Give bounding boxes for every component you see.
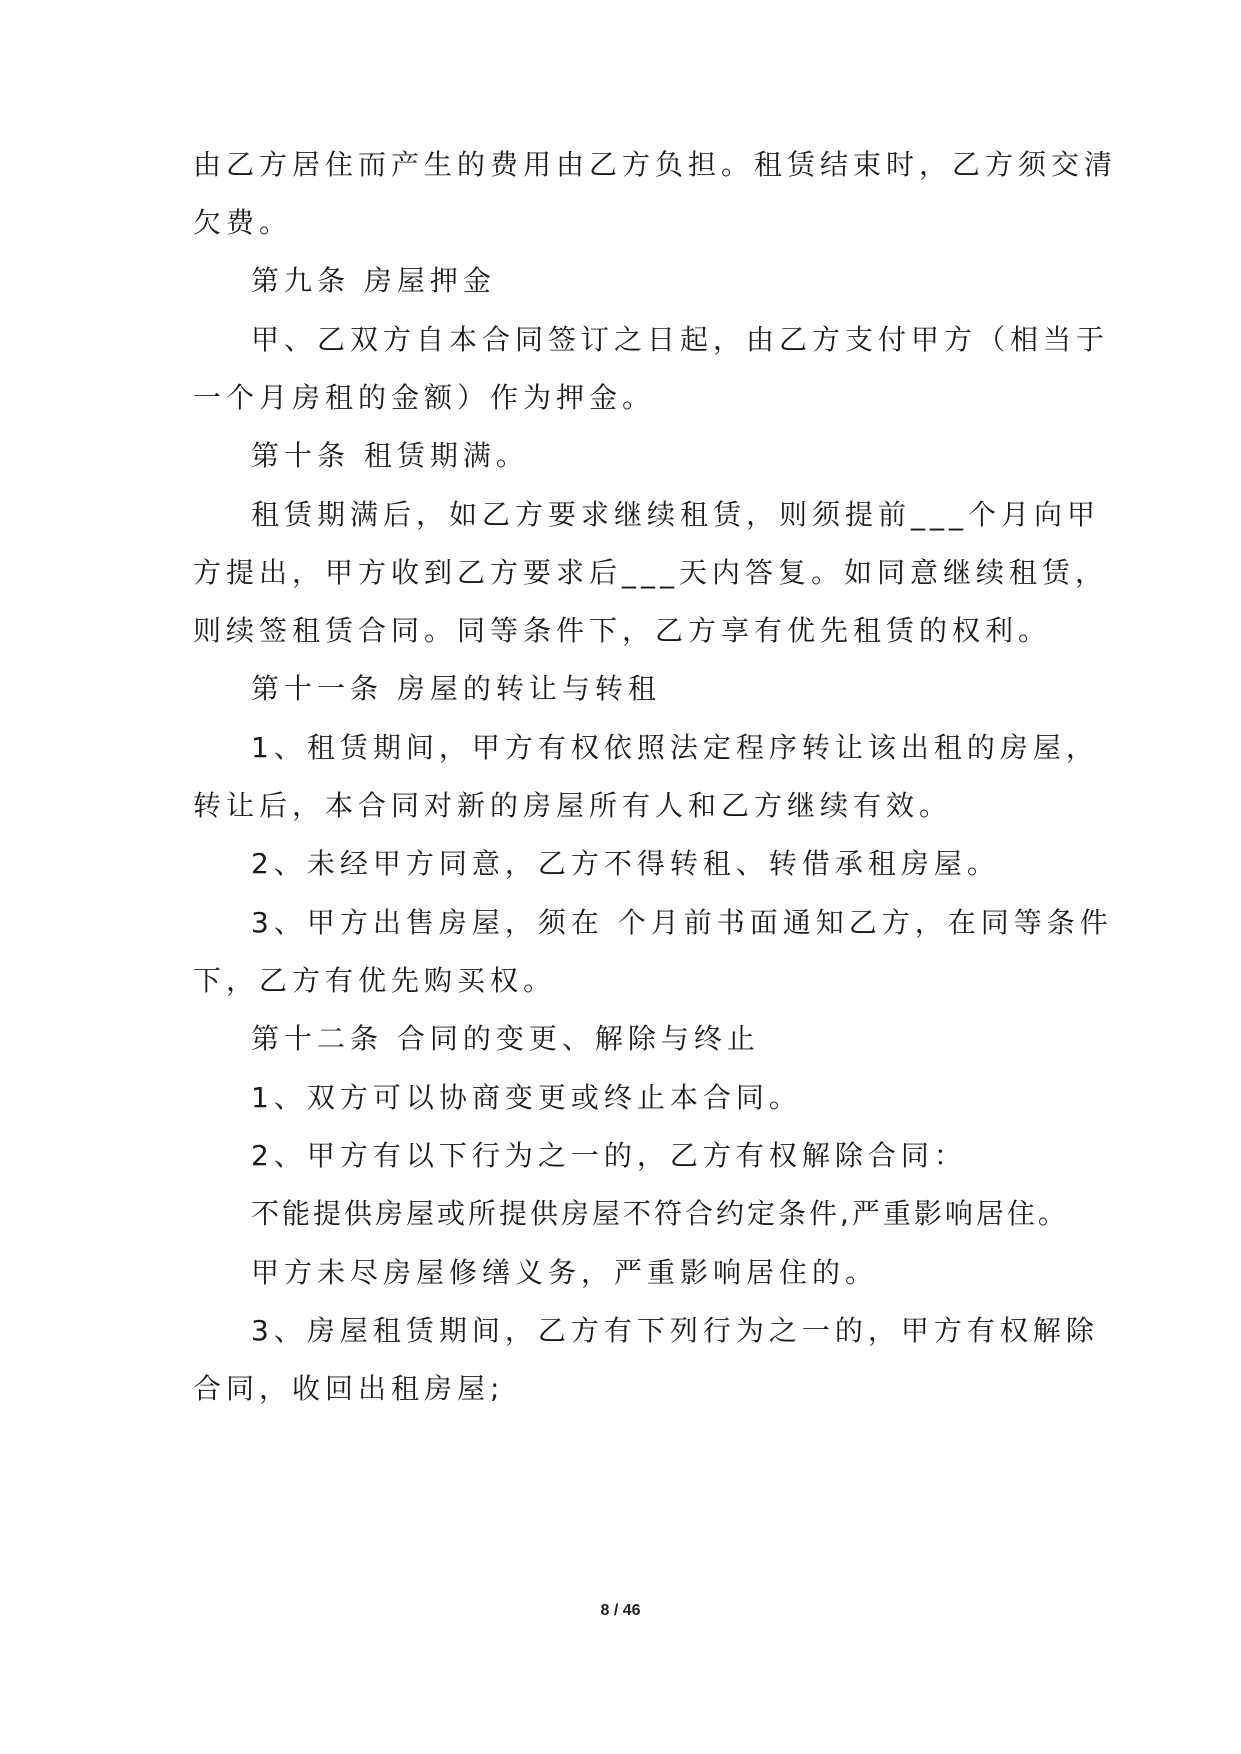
list-item: 1、双方可以协商变更或终止本合同。	[251, 1081, 802, 1114]
section-heading: 第十二条 合同的变更、解除与终止	[251, 1022, 760, 1055]
paragraph-line: 欠费。	[193, 206, 293, 239]
section-heading: 第十条 租赁期满。	[251, 439, 529, 472]
paragraph-line: 由乙方居住而产生的费用由乙方负担。租赁结束时，乙方须交清	[193, 148, 1118, 181]
list-item: 3、甲方出售房屋，须在 个月前书面通知乙方，在同等条件	[251, 906, 1113, 939]
section-heading: 第九条 房屋押金	[251, 264, 496, 297]
paragraph-line: 租赁期满后，如乙方要求继续租赁，则须提前___个月向甲	[251, 498, 1101, 531]
paragraph-line: 则续签租赁合同。同等条件下，乙方享有优先租赁的权利。	[193, 614, 1052, 647]
paragraph-line: 甲、乙双方自本合同签订之日起，由乙方支付甲方（相当于	[251, 323, 1110, 356]
list-item: 2、未经甲方同意，乙方不得转租、转借承租房屋。	[251, 847, 1000, 880]
list-item: 1、租赁期间，甲方有权依照法定程序转让该出租的房屋，	[251, 731, 1099, 764]
section-heading: 第十一条 房屋的转让与转租	[251, 672, 661, 705]
page-number: 8 / 46	[600, 1602, 641, 1619]
paragraph-line: 下，乙方有优先购买权。	[193, 964, 557, 997]
paragraph-line: 合同，收回出租房屋;	[193, 1372, 505, 1405]
paragraph-line: 甲方未尽房屋修缮义务，严重影响居住的。	[251, 1256, 879, 1289]
paragraph-line: 方提出，甲方收到乙方要求后___天内答复。如同意继续租赁，	[193, 556, 1109, 589]
list-item: 3、房屋租赁期间，乙方有下列行为之一的，甲方有权解除	[251, 1314, 1099, 1347]
paragraph-line: 不能提供房屋或所提供房屋不符合约定条件,严重影响居住。	[251, 1197, 1069, 1230]
paragraph-line: 转让后，本合同对新的房屋所有人和乙方继续有效。	[193, 789, 953, 822]
list-item: 2、甲方有以下行为之一的，乙方有权解除合同：	[251, 1139, 967, 1172]
paragraph-line: 一个月房租的金额）作为押金。	[193, 381, 656, 414]
